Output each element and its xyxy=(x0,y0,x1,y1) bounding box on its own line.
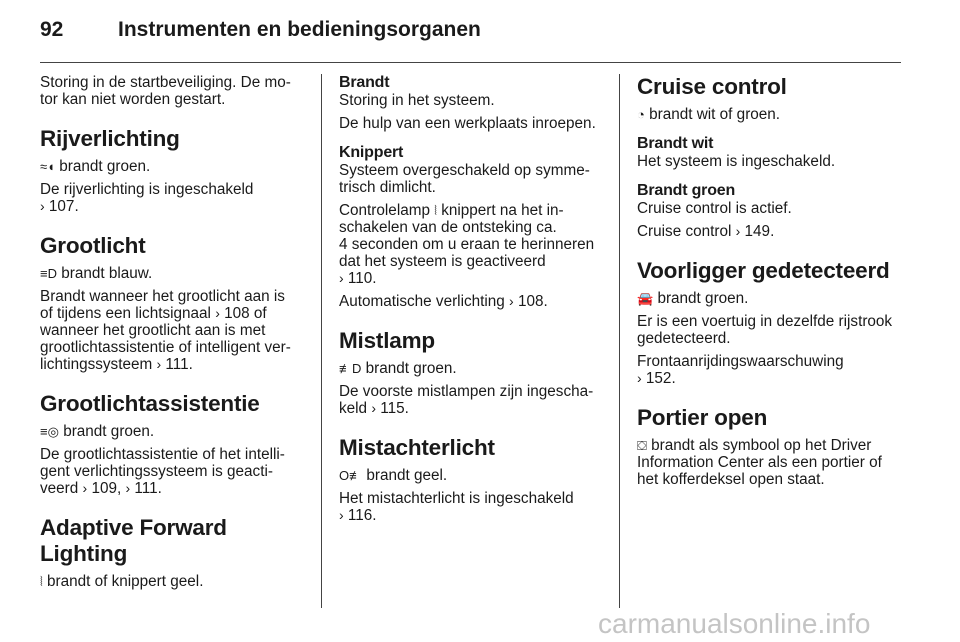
afl-icon: ⦚ xyxy=(40,574,43,589)
body-text: Cruise control xyxy=(637,223,732,240)
afl-icon: ⦚ xyxy=(434,203,437,218)
side-light-icon: ≈◖ xyxy=(40,159,55,174)
status-text: brandt als symbool op het Driver Information Center als een portier of het kofferdeksel open staat. xyxy=(637,437,882,488)
column-divider xyxy=(321,74,322,608)
page-ref[interactable]: 111. xyxy=(134,480,162,497)
section-heading: Grootlicht xyxy=(40,233,146,258)
high-beam-icon: ≡D xyxy=(40,266,57,281)
page-ref[interactable]: 152. xyxy=(645,370,676,387)
page-header xyxy=(40,18,481,48)
subsection-heading: Knippert xyxy=(339,144,404,161)
page-ref-arrow-icon: › xyxy=(125,480,131,496)
page-ref[interactable]: 110. xyxy=(347,270,377,287)
page-ref-arrow-icon: › xyxy=(82,480,88,496)
page-ref[interactable]: 115. xyxy=(380,400,409,417)
section-heading: Grootlichtassistentie xyxy=(40,391,260,416)
body-text: Cruise control is actief. xyxy=(637,200,792,217)
section-heading: Cruise control xyxy=(637,74,787,99)
page-ref[interactable]: 107. xyxy=(48,198,79,215)
page-ref[interactable]: 109, xyxy=(91,480,122,497)
cruise-control-icon: ◔ xyxy=(637,107,645,122)
section-heading: Voorligger gedetecteerd xyxy=(637,258,890,283)
status-text: brandt groen. xyxy=(657,290,749,307)
body-text: Controlelamp xyxy=(339,202,430,219)
column-left xyxy=(40,74,304,590)
body-text: Automatische verlichting xyxy=(339,293,505,310)
page-ref[interactable]: 108 of xyxy=(224,305,267,322)
page-ref-arrow-icon: › xyxy=(371,400,376,416)
body-text: Het systeem is ingeschakeld. xyxy=(637,153,836,170)
watermark: carmanualsonline.info xyxy=(598,608,871,639)
body-text: knippert na het in- schakelen van de ontsteking ca. 4 seconden om u eraan te herinneren dat het systeem is geactiveerd xyxy=(339,202,595,270)
section-heading: Adaptive Forward Lighting xyxy=(40,515,227,566)
body-text: De grootlichtassistentie of het intelli- gent verlichtingssysteem is geacti- veerd xyxy=(40,446,285,497)
section-heading: Rijverlichting xyxy=(40,126,180,151)
header-rule xyxy=(40,62,901,63)
column-right xyxy=(637,74,905,488)
page-ref-arrow-icon: › xyxy=(215,305,220,321)
page-ref-arrow-icon: › xyxy=(40,198,45,214)
column-middle xyxy=(339,74,607,524)
fog-lamp-icon: ≢D xyxy=(339,361,362,376)
status-text: brandt groen. xyxy=(63,423,155,440)
page-ref[interactable]: 149. xyxy=(744,223,775,240)
body-text: De rijverlichting is ingeschakeld xyxy=(40,181,254,198)
page-ref[interactable]: 116. xyxy=(347,507,377,524)
body-text: Er is een voertuig in dezelfde rijstrook gedetecteerd. xyxy=(637,313,893,347)
body-text: De voorste mistlampen zijn ingescha- keld xyxy=(339,383,594,417)
high-beam-assist-icon: ≡◎ xyxy=(40,424,59,439)
subsection-heading: Brandt wit xyxy=(637,135,714,152)
page-ref[interactable]: 111. xyxy=(165,356,193,373)
body-text: Frontaanrijdingswaarschuwing xyxy=(637,353,844,370)
body-text: Brandt wanneer het grootlicht aan is of tijdens een lichtsignaal xyxy=(40,288,285,322)
status-text: brandt groen. xyxy=(59,158,151,175)
subsection-heading: Brandt groen xyxy=(637,182,736,199)
page-ref-arrow-icon: › xyxy=(156,356,162,372)
status-text: brandt groen. xyxy=(365,360,457,377)
body-text: Systeem overgeschakeld op symme- trisch dimlicht. xyxy=(339,162,590,196)
status-text: brandt wit of groen. xyxy=(649,106,781,123)
section-heading: Portier open xyxy=(637,405,768,430)
status-text: brandt geel. xyxy=(366,467,448,484)
page-title: Instrumenten en bedieningsorganen xyxy=(118,18,481,41)
column-divider xyxy=(619,74,620,608)
page-ref-arrow-icon: › xyxy=(509,293,514,309)
page-ref-arrow-icon: › xyxy=(735,223,741,239)
door-open-icon: ⛋ xyxy=(637,438,647,453)
page-ref-arrow-icon: › xyxy=(339,270,344,286)
body-text: Storing in het systeem. xyxy=(339,92,495,109)
subsection-heading: Brandt xyxy=(339,74,390,91)
page-number: 92 xyxy=(40,18,64,41)
section-heading: Mistlamp xyxy=(339,328,435,353)
section-heading: Mistachterlicht xyxy=(339,435,495,460)
body-text: Het mistachterlicht is ingeschakeld xyxy=(339,490,574,507)
vehicle-ahead-icon: 🚘 xyxy=(637,291,654,306)
page-ref-arrow-icon: › xyxy=(339,507,344,523)
intro-text: Storing in de startbeveiliging. De mo- tor kan niet worden gestart. xyxy=(40,74,291,108)
status-text: brandt blauw. xyxy=(61,265,153,282)
status-text: brandt of knippert geel. xyxy=(46,573,204,590)
body-text: De hulp van een werkplaats inroepen. xyxy=(339,115,596,132)
page-ref-arrow-icon: › xyxy=(637,370,642,386)
page-ref[interactable]: 108. xyxy=(517,293,548,310)
body-text: wanneer het grootlicht aan is met grootlichtassistentie of intelligent ver- lichtingssysteem xyxy=(40,322,291,373)
rear-fog-icon: O≢ xyxy=(339,468,363,483)
